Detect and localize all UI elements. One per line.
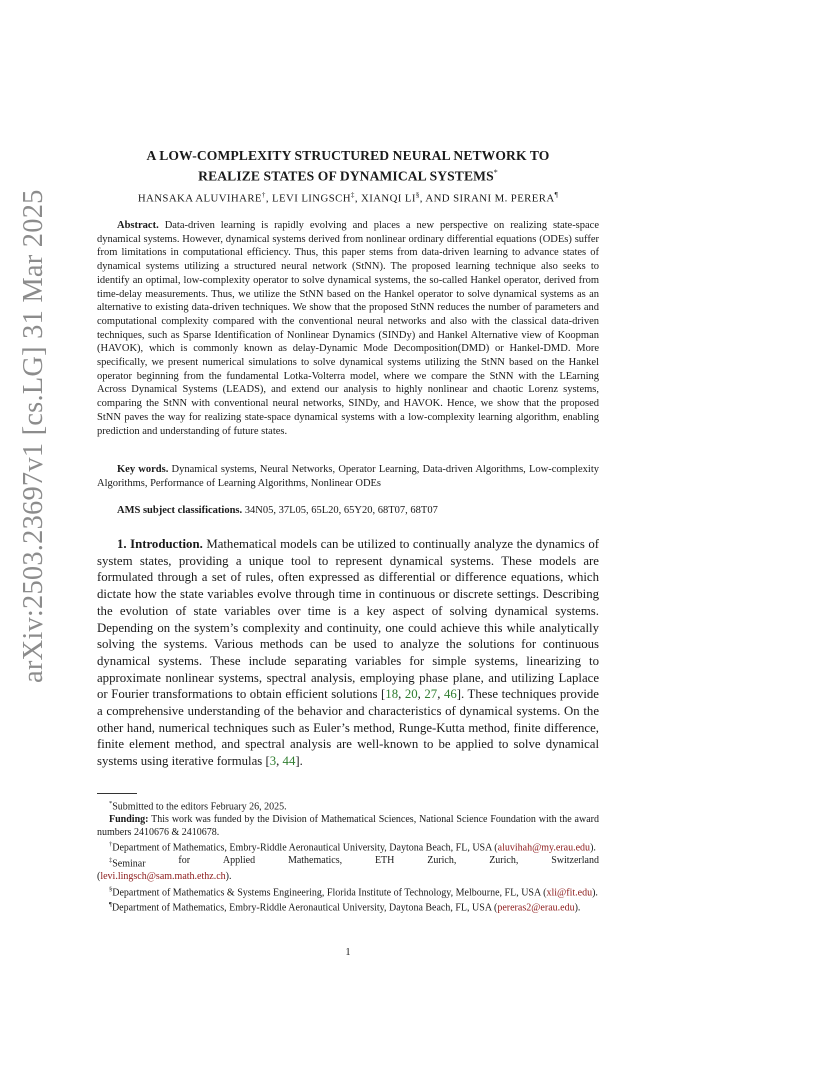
abstract-paragraph	[97, 219, 599, 438]
footnote-email-line: (levi.lingsch@sam.math.ethz.ch).	[97, 870, 232, 882]
footnote-affiliation-2	[97, 855, 599, 871]
author-separator: ,	[265, 192, 273, 205]
email-link[interactable]: pereras2@erau.edu	[497, 902, 575, 914]
keywords-label: Key words.	[117, 464, 169, 475]
footnote-word-text: Seminar	[112, 858, 146, 870]
page-number: 1	[345, 947, 351, 958]
citation-link[interactable]: 27	[424, 687, 438, 702]
keywords-text: Dynamical systems, Neural Networks, Operator Learning, Data-driven Algorithms, Low-complexity Algorithms, Performance of Learning Algorithms, Nonlinear ODEs	[97, 464, 600, 489]
title-line-2-text: REALIZE STATES OF DYNAMICAL SYSTEMS	[198, 168, 494, 184]
footnote-word: Mathematics,	[287, 855, 343, 867]
author-list	[97, 191, 599, 205]
arxiv-identifier-stamp: arXiv:2503.23697v1 [cs.LG] 31 Mar 2025	[18, 189, 49, 683]
citation-link[interactable]: 46	[443, 687, 457, 702]
footnote-word: ETH	[374, 855, 395, 867]
ams-label: AMS subject classifications.	[117, 505, 243, 516]
author-mark: †	[261, 191, 266, 199]
email-link[interactable]: aluvihah@my.erau.edu	[497, 842, 591, 854]
author-name: XIANQI LI	[361, 192, 416, 205]
footnote-funding	[97, 814, 599, 839]
footnote-mark: ¶	[109, 901, 112, 909]
footnote-mark: §	[109, 885, 113, 893]
footnotes	[97, 798, 599, 915]
footnote-text: This work was funded by the Division of Mathematical Sciences, National Science Foundation with the award numbers 2410676 & 2410678.	[97, 813, 599, 838]
title-line-2	[97, 165, 599, 185]
introduction-paragraph: 1. Introduction. Mathematical models can be utilized to continually analyze the dynamics of system states, providing a unique tool to represent dynamical systems. These models are formulated through a set of rules, often expressed as differential or difference equations, which dictate how the state variables evolve through time in continuous or discrete settings. Describing the evolution of state variables over time is a key aspect of solving dynamical systems. Depending on the system’s complexity and continuity, one could achieve this while analytically solving the systems. Various methods can be used to analyze the solutions for continuous dynamical systems. These include separating variables for simple systems, linearizing to approximate nonlinear systems, spectral analysis, employing phase plane, and utilizing Laplace or Fourier transformations to obtain efficient solutions [18, 20, 27, 46]. These techniques provide a comprehensive understanding of the behavior and characteristics of dynamical systems. On the other hand, numerical techniques such as Euler’s method, Runge-Kutta method, finite difference, finite element method, and spectral analysis are well-known to be applied to solve dynamical systems using iterative formulas [3, 44].	[97, 537, 600, 769]
footnote-affiliation-4: ¶Department of Mathematics, Embry-Riddle Aeronautical University, Daytona Beach, FL, USA (pereras2@erau.edu).	[109, 901, 581, 914]
citation-link[interactable]: 18	[385, 687, 399, 702]
footnote-word: Zurich,	[427, 855, 457, 867]
author-mark: ‡	[350, 191, 355, 199]
author-separator: ,	[354, 192, 362, 205]
footnote-text: Department of Mathematics & Systems Engineering, Florida Institute of Technology, Melbourne, FL, USA	[112, 886, 541, 898]
section-heading: 1. Introduction.	[117, 537, 203, 551]
email-link[interactable]: levi.lingsch@sam.math.ethz.ch	[100, 870, 226, 882]
author-name: LEVI LINGSCH	[272, 192, 351, 205]
author-name: SIRANI M. PERERA	[453, 192, 555, 205]
citation-link[interactable]: 44	[282, 754, 296, 769]
footnote-word: Applied	[222, 855, 256, 867]
author-mark: ¶	[554, 191, 559, 199]
paper-title	[97, 148, 599, 185]
title-line-1: A LOW-COMPLEXITY STRUCTURED NEURAL NETWORK TO	[146, 148, 550, 163]
ams-classification	[97, 504, 599, 518]
author-mark: §	[415, 191, 420, 199]
footnote-mark: ‡	[109, 857, 113, 865]
footnote-affiliation-1: †Department of Mathematics, Embry-Riddle Aeronautical University, Daytona Beach, FL, USA (aluvihah@my.erau.edu).	[109, 841, 596, 854]
footnote-text: Submitted to the editors February 26, 2025.	[112, 801, 287, 813]
footnote-affiliation-3: §Department of Mathematics & Systems Engineering, Florida Institute of Technology, Melbourne, FL, USA (xli@fit.edu).	[109, 885, 598, 898]
abstract-text: Data-driven learning is rapidly evolving and places a new perspective on realizing state-space dynamical systems. However, dynamical systems derived from nonlinear ordinary differential equations (ODEs) suffer from limitations in computational efficiency. Thus, this paper stems from data-driven learning to advance states of dynamical systems utilizing a structured neural network (StNN). The proposed learning technique also seeks to identify an optimal, low-complexity operator to solve dynamical systems, the so-called Hankel operator, derived from time-delay measurements. Thus, we utilize the StNN based on the Hankel operator to solve dynamical systems as an alternative to existing data-driven techniques. We show that the proposed StNN reduces the number of parameters and computational complexity compared with the conventional neural networks and also with the classical data-driven techniques, such as Sparse Identification of Nonlinear Dynamics (SINDy) and Hankel Alternative view of Koopman (HAVOK), which is commonly known as delay-Dynamic Mode Decomposition(DMD) or Hankel-DMD. More specifically, we present numerical simulations to solve dynamical systems utilizing the StNN based on the Hankel operator beginning from the fundamental Lotka-Volterra model, where we compare the StNN with the LEarning Across Dynamical Systems (LEADS), and extend our analysis to highly nonlinear and chaotic Lorenz systems, comparing the StNN with conventional neural networks, SINDy, and HAVOK. Hence, we show that the proposed StNN paves the way for realizing state-space dynamical systems with a low-complexity learning algorithm, enabling prediction and understanding of future states.	[97, 220, 600, 437]
footnote-text: Department of Mathematics, Embry-Riddle Aeronautical University, Daytona Beach, FL, USA	[112, 842, 492, 854]
author-separator: , AND	[419, 192, 454, 205]
footnote-word	[109, 855, 146, 871]
footnote-word: Switzerland	[551, 855, 599, 867]
intro-text: Mathematical models can be utilized to continually analyze the dynamics of system states, providing a unique tool to represent dynamical systems. These models are formulated through a set of rules, often expressed as differential or difference equations, which dictate how the state variables evolve through time in continuous or discrete settings. Describing the evolution of state variables over time is a key aspect of solving dynamical systems. Depending on the system’s complexity and continuity, one could achieve this while analytically solving the systems. Various methods can be used to analyze the solutions for continuous dynamical systems. These include separating variables for simple systems, linearizing to approximate nonlinear systems, spectral analysis, employing phase plane, and utilizing Laplace or Fourier transformations to obtain efficient solutions [	[97, 537, 600, 702]
abstract-label: Abstract.	[117, 220, 159, 231]
footnote-mark: †	[109, 841, 113, 849]
title-footnote-mark: *	[493, 167, 498, 177]
footnote-divider	[97, 793, 137, 794]
email-link[interactable]: xli@fit.edu	[546, 886, 593, 898]
ams-text: 34N05, 37L05, 65L20, 65Y20, 68T07, 68T07	[244, 505, 438, 516]
intro-text: ].	[295, 754, 303, 769]
citation-link[interactable]: 3	[269, 754, 277, 769]
footnote-text: Department of Mathematics, Embry-Riddle Aeronautical University, Daytona Beach, FL, USA	[111, 902, 492, 914]
author-name: HANSAKA ALUVIHARE	[137, 192, 262, 205]
keywords-paragraph	[97, 463, 599, 490]
funding-label: Funding:	[109, 813, 149, 825]
citation-link[interactable]: 20	[404, 687, 418, 702]
footnote-word: for	[178, 855, 191, 867]
footnote-mark: *	[109, 800, 113, 807]
footnote-submitted	[97, 798, 599, 814]
intro-text: ]. These techniques provide a comprehensive understanding of the behavior and characteristics of dynamical systems. On the other hand, numerical techniques such as Euler’s method, Runge-Kutta method, finite difference, finite element method, and spectral analysis are well-known to be applied to solve dynamical systems using iterative formulas [	[97, 687, 599, 769]
footnote-word: Zurich,	[489, 855, 519, 867]
